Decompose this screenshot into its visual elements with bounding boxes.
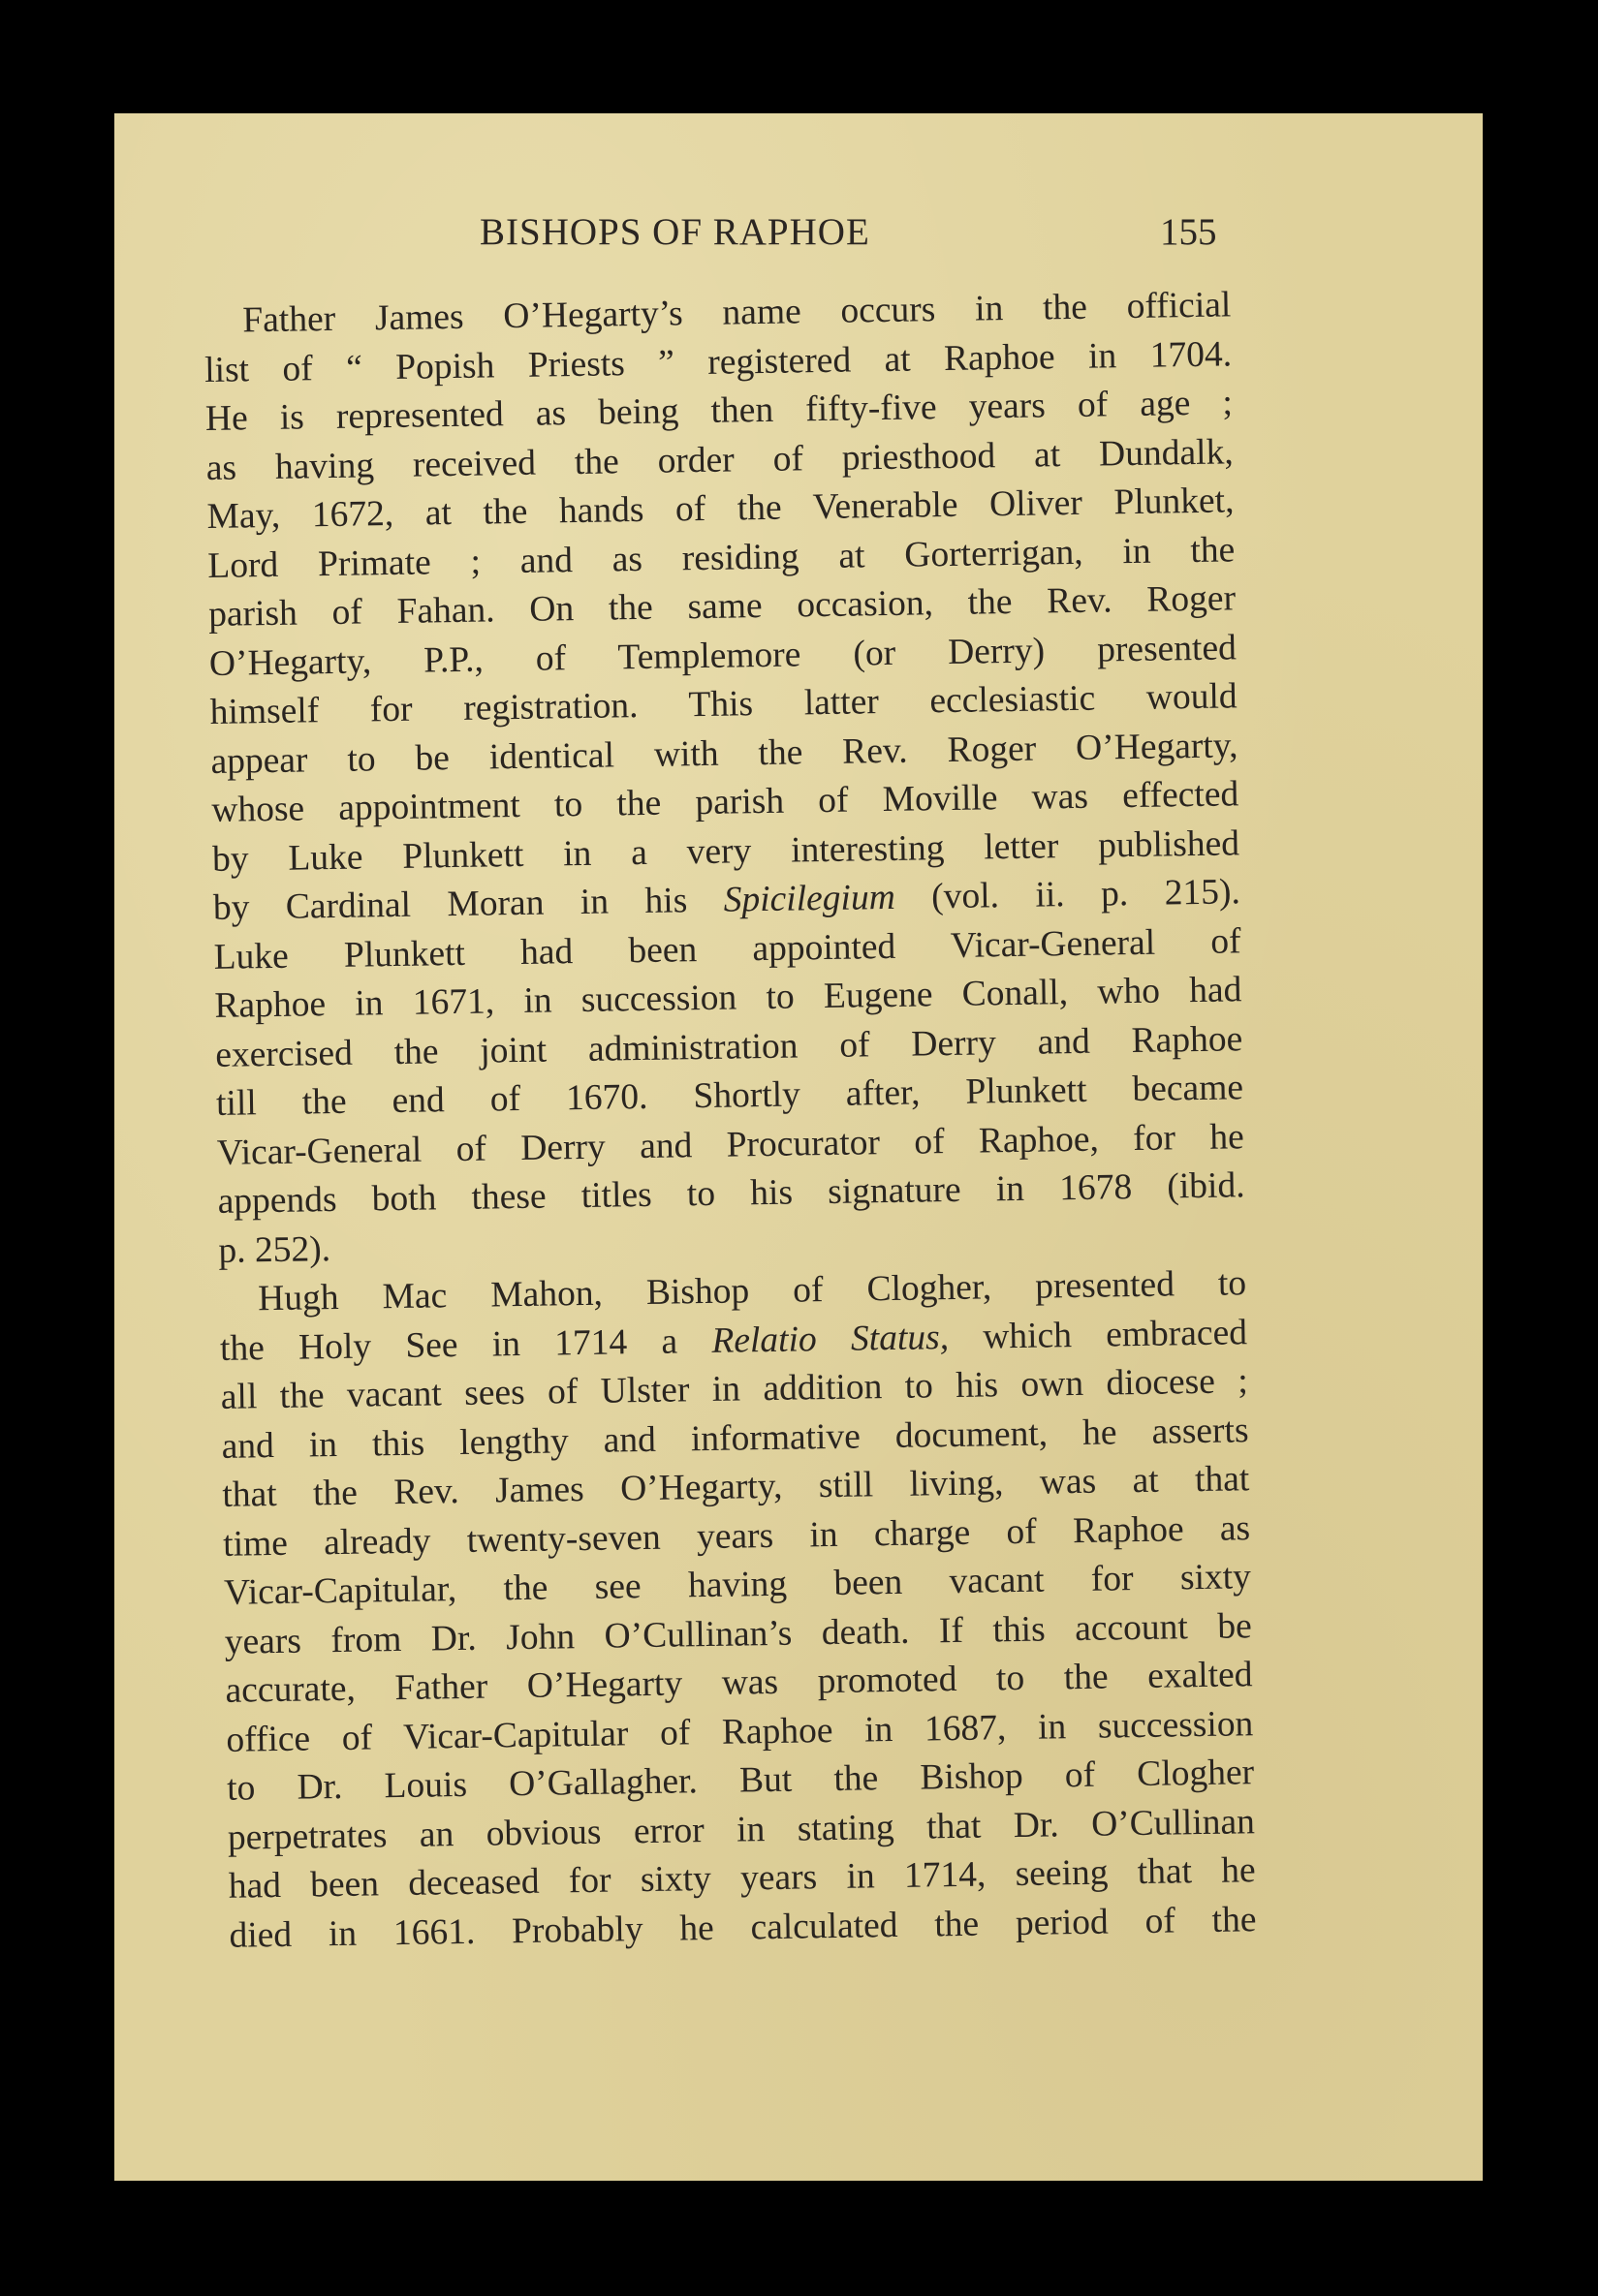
text-line: Lord Primate ; and as residing at Gorterrigan, in the	[207, 529, 1236, 586]
text-segment: the Holy See in 1714 a	[219, 1320, 678, 1369]
text-line: appear to be identical with the Rev. Roger O’Hegarty,	[210, 725, 1238, 782]
text-line: office of Vicar-Capitular of Raphoe in 1687, in succession	[226, 1703, 1254, 1760]
text-segment: by Cardinal Moran in his	[212, 881, 688, 928]
text-line: died in 1661. Probably he calculated the period of the	[229, 1899, 1257, 1956]
text-line: by Luke Plunkett in a very interesting letter published	[211, 822, 1240, 880]
text-line: had been deceased for sixty years in 1714, seeing that he	[228, 1850, 1256, 1907]
text-line: Vicar-Capitular, the see having been vacant for sixty	[223, 1557, 1252, 1613]
text-line: list of “ Popish Priests ” registered at Raphoe in 1704.	[204, 333, 1233, 390]
text-line: O’Hegarty, P.P., of Templemore (or Derry) presented	[208, 627, 1238, 684]
text-line: to Dr. Louis O’Gallagher. But the Bishop of Clogher	[226, 1753, 1255, 1809]
text-line: years from Dr. John O’Cullinan’s death. If this account be	[224, 1605, 1252, 1662]
text-line: himself for registration. This latter ecclesiastic would	[209, 676, 1238, 732]
text-line: appends both these titles to his signature in 1678 (ibid.	[217, 1165, 1245, 1222]
text-line: He is represented as being then fifty-five years of age ;	[204, 383, 1234, 439]
text-line: till the end of 1670. Shortly after, Plunkett became	[215, 1068, 1244, 1124]
running-title: BISHOPS OF RAPHOE	[480, 211, 870, 253]
text-line: parish of Fahan. On the same occasion, the Rev. Roger	[207, 578, 1237, 635]
text-segment: which embraced	[982, 1312, 1248, 1356]
body-text	[204, 281, 1257, 1960]
text-line: Vicar-General of Derry and Procurator of Raphoe, for he	[216, 1116, 1245, 1173]
text-line: May, 1672, at the hands of the Venerable Oliver Plunket,	[206, 481, 1235, 537]
italic-title: Relatio Status,	[711, 1317, 950, 1361]
text-line: whose appointment to the parish of Moville was effected	[210, 774, 1239, 830]
page-header	[114, 210, 1483, 268]
text-line: time already twenty-seven years in charge of Raphoe as	[222, 1507, 1251, 1565]
text-line: Hugh Mac Mahon, Bishop of Clogher, presented to	[257, 1263, 1247, 1319]
text-segment: (vol. ii. p. 215).	[930, 872, 1241, 917]
text-line: Raphoe in 1671, in succession to Eugene Conall, who had	[214, 970, 1242, 1026]
italic-title: Spicilegium	[723, 877, 896, 920]
text-line: as having received the order of priesthood at Dundalk,	[205, 431, 1234, 488]
page-number: 155	[1160, 211, 1217, 253]
text-line: perpetrates an obvious error in stating that Dr. O’Cullinan	[227, 1801, 1256, 1858]
text-line: p. 252).	[218, 1228, 331, 1271]
text-line: accurate, Father O’Hegarty was promoted to the exalted	[225, 1655, 1253, 1711]
text-line: Luke Plunkett had been appointed Vicar-General of	[213, 920, 1241, 977]
text-line: Father James O’Hegarty’s name occurs in the official	[242, 285, 1232, 341]
book-page	[114, 113, 1483, 2181]
text-line: that the Rev. James O’Hegarty, still living, was at that	[222, 1459, 1250, 1515]
text-line: and in this lengthy and informative document, he asserts	[221, 1410, 1249, 1467]
text-line: all the vacant sees of Ulster in addition to his own diocese ;	[220, 1361, 1249, 1417]
text-line: exercised the joint administration of Derry and Raphoe	[214, 1018, 1243, 1075]
